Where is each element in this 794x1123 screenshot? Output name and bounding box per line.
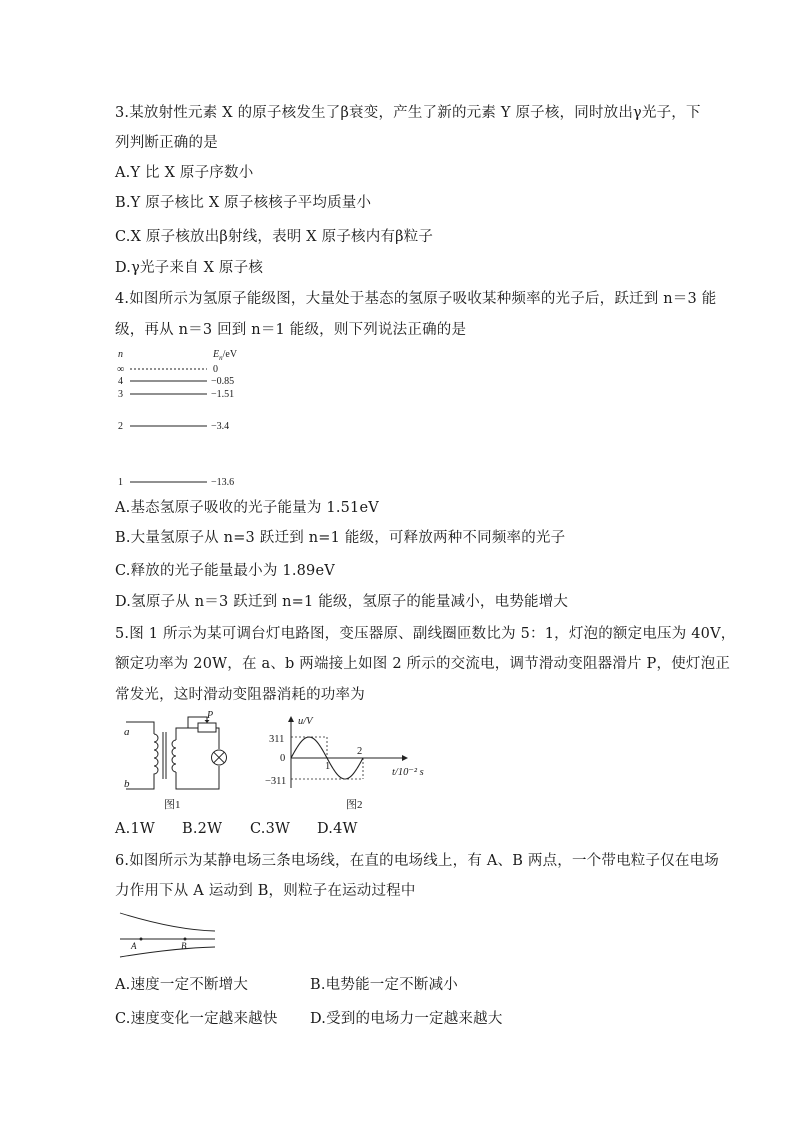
level-n-1: 1 <box>118 477 123 488</box>
point-a-dot <box>140 938 143 941</box>
q4-option-d: D.氢原子从 n＝3 跃迁到 n=1 能级，氢原子的能量减小，电势能增大 <box>115 594 569 610</box>
q4-option-a: A.基态氢原子吸收的光子能量为 1.51eV <box>115 500 379 516</box>
electric-field-lines-figure <box>115 908 220 963</box>
q5-stem-line1: 5.图 1 所示为某可调台灯电路图，变压器原、副线圈匝数比为 5：1，灯泡的额定电压为 40V， <box>115 626 736 642</box>
level-n-3: 3 <box>118 389 123 400</box>
point-a-label: A <box>131 941 137 951</box>
q5-stem-line2: 额定功率为 20W，在 a、b 两端接上如图 2 所示的交流电，调节滑动变阻器滑片 P，使灯泡正 <box>115 656 731 672</box>
y-axis-label: u/V <box>298 716 313 727</box>
point-b-label: B <box>181 941 187 951</box>
q3-option-a: A.Y 比 X 原子序数小 <box>115 165 254 181</box>
fig1-label-a: a <box>124 726 130 738</box>
q6-stem-line2: 力作用下从 A 运动到 B，则粒子在运动过程中 <box>115 883 416 899</box>
q3-option-c: C.X 原子核放出β射线，表明 X 原子核内有β粒子 <box>115 229 434 245</box>
q6-stem-line1: 6.如图所示为某静电场三条电场线，在直的电场线上，有 A、B 两点，一个带电粒子仅在电场 <box>115 853 719 869</box>
level-e-1: −13.6 <box>211 477 235 488</box>
q3-option-d: D.γ光子来自 X 原子核 <box>115 260 264 276</box>
n-header: n <box>118 349 123 360</box>
level-e-4: −0.85 <box>211 376 235 387</box>
tick-label-zero: 0 <box>280 753 286 764</box>
q3-option-b: B.Y 原子核比 X 原子核核子平均质量小 <box>115 195 372 211</box>
tick-label-1: 1 <box>325 761 331 772</box>
energy-header: $E_n/eV$ <box>213 349 238 362</box>
q5-option-d: D.4W <box>317 821 358 837</box>
q6-option-a: A.速度一定不断增大 <box>115 977 249 993</box>
q6-option-d: D.受到的电场力一定越来越大 <box>310 1011 503 1027</box>
tick-label-311: 311 <box>269 734 285 745</box>
level-e-inf: 0 <box>213 364 218 375</box>
x-axis-label: t/10⁻² s <box>392 767 424 778</box>
tick-label-2: 2 <box>357 746 363 757</box>
q4-option-b: B.大量氢原子从 n=3 跃迁到 n=1 能级，可释放两种不同频率的光子 <box>115 530 566 546</box>
lamp-icon <box>212 750 227 765</box>
level-n-inf: ∞ <box>117 364 125 375</box>
field-line-top <box>120 913 215 931</box>
fig1-caption: 图1 <box>164 799 181 811</box>
q6-option-b: B.电势能一定不断减小 <box>310 977 458 993</box>
level-e-2: −3.4 <box>211 421 230 432</box>
ac-waveform-figure <box>262 712 462 812</box>
q4-option-c: C.释放的光子能量最小为 1.89eV <box>115 563 335 579</box>
fig1-label-p: P <box>207 710 214 721</box>
q6-option-c: C.速度变化一定越来越快 <box>115 1011 278 1027</box>
fig2-caption: 图2 <box>346 799 363 811</box>
secondary-coil <box>172 740 176 772</box>
level-n-2: 2 <box>118 421 123 432</box>
sliding-rheostat <box>198 723 216 732</box>
tick-label-neg-311: −311 <box>265 776 287 787</box>
q3-stem-line1: 3.某放射性元素 X 的原子核发生了β衰变，产生了新的元素 Y 原子核，同时放出γ光子，下 <box>115 105 701 121</box>
q4-stem-line2: 级，再从 n＝3 回到 n＝1 能级，则下列说法正确的是 <box>115 322 467 338</box>
level-n-4: 4 <box>118 376 123 387</box>
q5-option-c: C.3W <box>250 821 291 837</box>
q4-stem-line1: 4.如图所示为氢原子能级图，大量处于基态的氢原子吸收某种频率的光子后，跃迁到 n＝3 能 <box>115 291 717 307</box>
q5-option-a: A.1W <box>115 821 156 837</box>
level-e-3: −1.51 <box>211 389 235 400</box>
fig1-label-b: b <box>124 778 130 790</box>
transformer-circuit-figure <box>118 712 243 812</box>
q5-option-b: B.2W <box>182 821 223 837</box>
energy-level-diagram <box>110 344 270 489</box>
q5-stem-line3: 常发光，这时滑动变阻器消耗的功率为 <box>115 687 365 703</box>
primary-coil <box>154 734 158 777</box>
q3-stem-line2: 列判断正确的是 <box>115 135 218 151</box>
